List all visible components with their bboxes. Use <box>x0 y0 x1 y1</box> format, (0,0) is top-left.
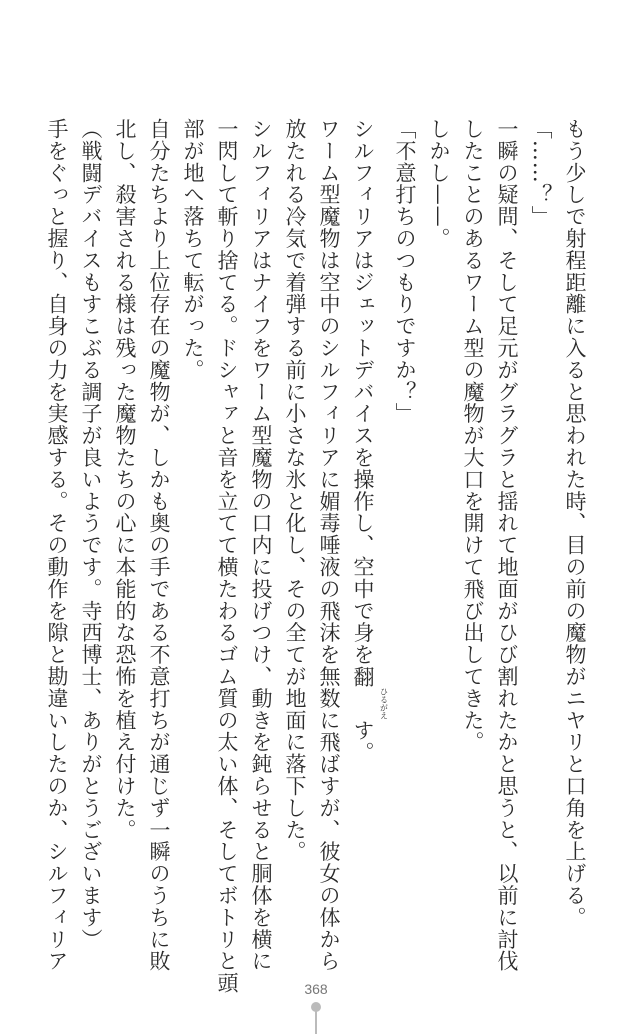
text-line-segment: シルフィリアはジェットデバイスを操作し、空中で身を <box>351 118 375 666</box>
text-line: 北し、殺害される様は残った魔物たちの心に本能的な恐怖を植え付けた。 <box>113 118 137 841</box>
text-line: したことのあるワーム型の魔物が大口を開けて飛び出してきた。 <box>461 118 485 754</box>
text-line: しかし——。 <box>427 118 451 250</box>
text-line: 「不意打ちのつもりですか？」 <box>393 118 417 425</box>
text-line: 放たれる冷気で着弾する前に小さな氷と化し、その全てが地面に落下した。 <box>283 118 307 863</box>
text-line: 手をぐっと握り、自身の力を実感する。その動作を隙と勘違いしたのか、シルフィリア <box>45 118 69 973</box>
ruby-base: 翻 <box>351 665 375 688</box>
text-line: 「……？」 <box>529 118 553 228</box>
ruby-annotation <box>351 665 389 720</box>
text-line: 自分たちより上位存在の魔物が、しかも奥の手である不意打ちが通じず一瞬のうちに敗 <box>147 118 171 973</box>
text-line-with-ruby <box>346 118 388 938</box>
ruby-reading: ひるがえ <box>379 687 389 720</box>
text-line: 部が地へ落ちて転がった。 <box>181 118 205 381</box>
text-line: シルフィリアはナイフをワーム型魔物の口内に投げつけ、動きを鈍らせると胴体を横に <box>249 118 273 973</box>
text-line: ワーム型魔物は空中のシルフィリアに媚毒唾液の飛沫を無数に飛ばすが、彼女の体から <box>317 118 341 973</box>
page-number: 368 <box>304 981 328 997</box>
text-line: （戦闘デバイスもすこぶる調子が良いようです。寺西博士、ありがとうございます） <box>79 118 103 951</box>
text-line: もう少しで射程距離に入ると思われた時、目の前の魔物がニヤリと口角を上げる。 <box>563 118 587 929</box>
text-line: 一閃して斬り捨てる。ドシャァと音を立てて横たわるゴム質の太い体、そしてボトリと頭 <box>215 118 239 994</box>
page-marker-line <box>315 1011 317 1034</box>
text-line-segment: す。 <box>351 719 375 764</box>
text-line: 一瞬の疑問、そして足元がグラグラと揺れて地面がひび割れたかと思うと、以前に討伐 <box>495 118 519 973</box>
